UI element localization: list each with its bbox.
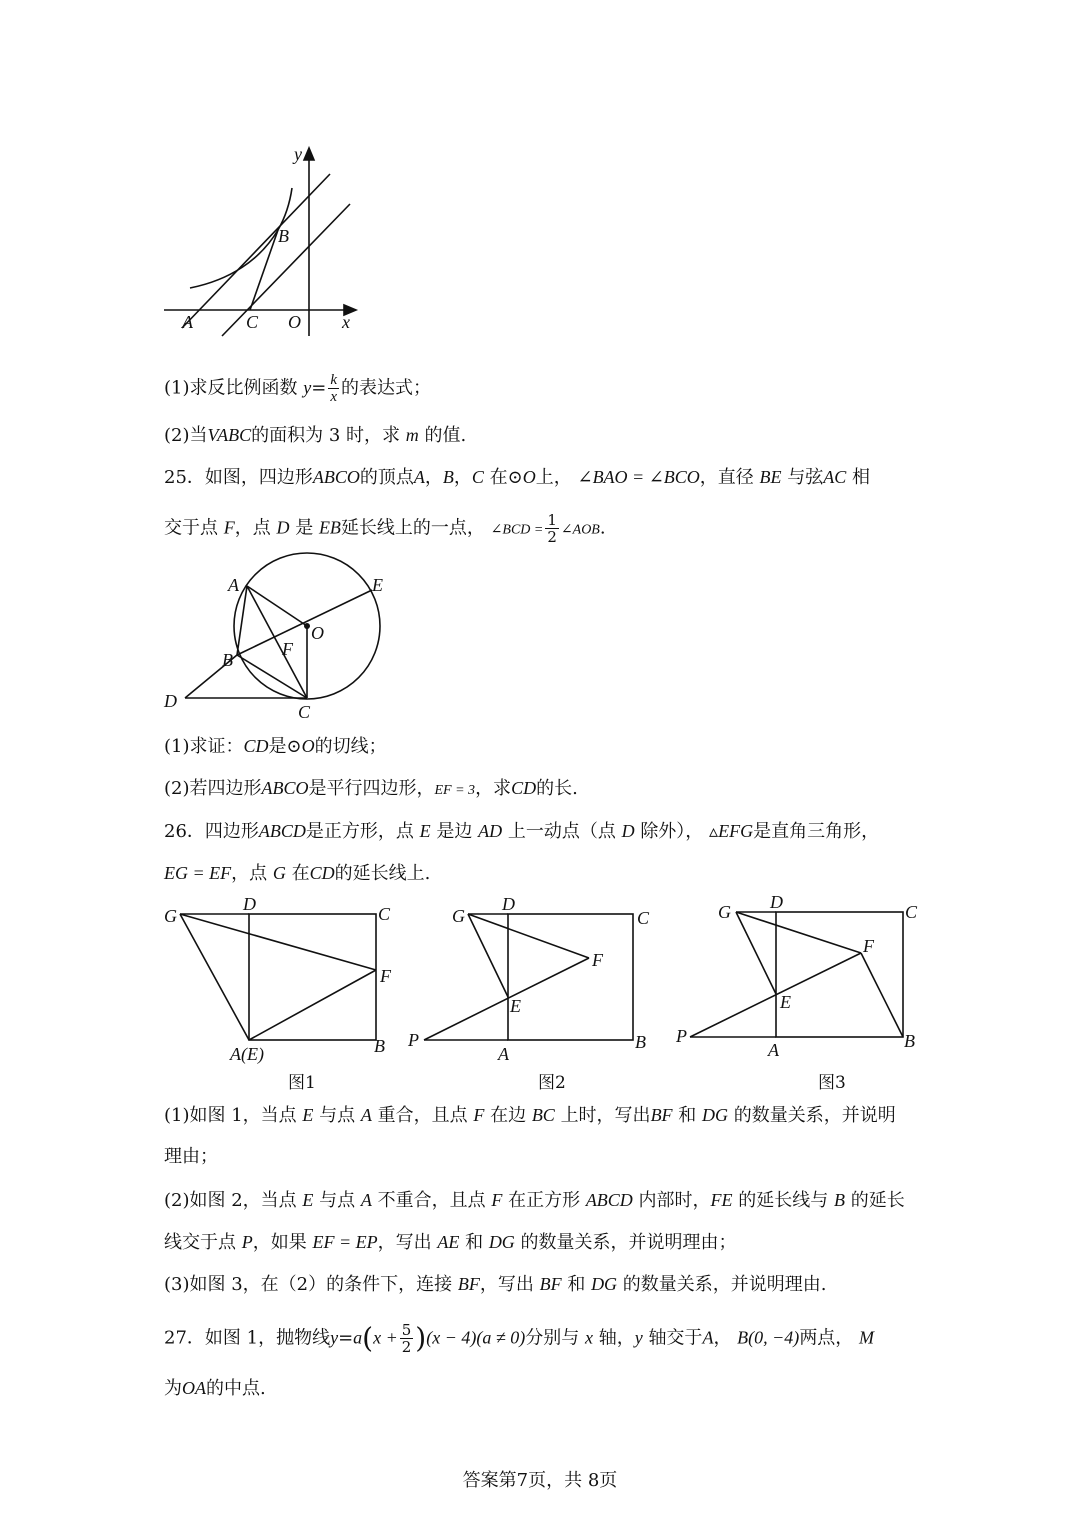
- q24-part2: (2)当VABC的面积为 3 时，求 m 的值.: [164, 425, 467, 446]
- caption-figure-3: 图3: [818, 1073, 846, 1093]
- q26-line2: EG = EF，点 G 在CD的延长线上.: [164, 863, 431, 884]
- fraction-one-half: $\frac{1}{2}$: [547, 511, 557, 546]
- label-B: B: [278, 226, 289, 246]
- segment-AO: [247, 586, 307, 626]
- label-B: B: [635, 1032, 646, 1052]
- q26-part1-line1: (1)如图 1，当点 E 与点 A 重合，且点 F 在边 BC 上时，写出BF 和 DG 的数量关系，并说明: [164, 1105, 896, 1126]
- caption-figure-1: 图1: [288, 1073, 316, 1093]
- q25-line2: 交于点 F，点 D 是 EB延长线上的一点， ∠BCD = $\frac{1}{2}$ ∠AOB.: [164, 511, 606, 546]
- label-A: A: [768, 1040, 779, 1060]
- q26-part1-line2: 理由；: [164, 1146, 218, 1167]
- label-C: C: [246, 312, 259, 332]
- square-ABCD: [249, 914, 376, 1040]
- hyperbola-curve: [190, 188, 292, 288]
- label-D: D: [770, 892, 783, 912]
- label-AE: A(E): [230, 1044, 264, 1064]
- segment-GF: [180, 914, 376, 970]
- q26-line1: 26．四边形ABCD是正方形，点 E 是边 AD 上一动点（点 D 除外）， ▵EFG是直角三角形，: [164, 821, 880, 842]
- page-footer: 答案第7页，共 8页: [462, 1470, 618, 1491]
- label-P: P: [676, 1026, 687, 1046]
- label-F: F: [282, 639, 293, 659]
- q26-part2-line2: 线交于点 P，如果 EF = EP，写出 AE 和 DG 的数量关系，并说明理由；: [164, 1232, 737, 1253]
- q25-part2: (2)若四边形ABCO是平行四边形，EF = 3，求CD的长.: [164, 778, 578, 799]
- label-G: G: [452, 906, 465, 926]
- label-D: D: [164, 691, 177, 711]
- label-B: B: [222, 650, 233, 670]
- label-G: G: [164, 906, 177, 926]
- label-B: B: [374, 1036, 385, 1056]
- q27-line2: 为OA的中点.: [164, 1378, 266, 1399]
- label-A: A: [228, 575, 239, 595]
- label-F: F: [863, 936, 874, 956]
- label-F: F: [380, 966, 391, 986]
- q26-part3: (3)如图 3，在（2）的条件下，连接 BF，写出 BF 和 DG 的数量关系，并说明理由.: [164, 1274, 827, 1295]
- segment-AC: [247, 586, 307, 698]
- square-figure-2: [404, 892, 664, 1072]
- segment-BC: [237, 655, 307, 698]
- segment-AB: [237, 586, 247, 655]
- label-C: C: [298, 702, 311, 722]
- label-B: B: [904, 1031, 915, 1051]
- label-F: F: [592, 950, 603, 970]
- label-A: A: [498, 1044, 509, 1064]
- label-C: C: [637, 908, 650, 928]
- q27-line1: 27．如图 1，抛物线y=a(x + $\frac{5}{2}$ )(x − 4)(a ≠ 0)分别与 x 轴，y 轴交于A， B(0, −4)两点， M: [164, 1321, 875, 1356]
- label-P: P: [408, 1030, 419, 1050]
- label-O: O: [288, 312, 301, 332]
- label-A: A: [182, 312, 193, 332]
- line-through-C: [222, 204, 350, 336]
- label-C: C: [378, 904, 391, 924]
- label-y: y: [294, 144, 302, 164]
- fraction-five-halves: $\frac{5}{2}$: [401, 1321, 412, 1356]
- label-D: D: [243, 894, 256, 914]
- label-G: G: [718, 902, 731, 922]
- segment-GF: [736, 912, 861, 953]
- square-figure-3: [672, 888, 932, 1068]
- circle-figure: [160, 555, 420, 725]
- label-E: E: [510, 996, 521, 1016]
- label-E: E: [372, 575, 383, 595]
- segment-GA: [180, 914, 249, 1040]
- function-graph-figure: [160, 140, 360, 340]
- q26-part2-line1: (2)如图 2，当点 E 与点 A 不重合，且点 F 在正方形 ABCD 内部时，FE 的延长线与 B 的延长: [164, 1190, 905, 1211]
- diameter-BE: [237, 590, 372, 655]
- segment-AF: [249, 970, 376, 1040]
- label-C: C: [905, 902, 918, 922]
- label-x: x: [342, 312, 350, 332]
- q25-part1: (1)求证：CD是⊙O的切线；: [164, 736, 387, 757]
- fraction-k-over-x: $\frac{k}{x}$: [330, 372, 337, 405]
- square-figure-1: [160, 892, 410, 1072]
- segment-GE: [736, 912, 776, 994]
- label-D: D: [502, 894, 515, 914]
- label-O: O: [311, 623, 324, 643]
- caption-figure-2: 图2: [538, 1073, 566, 1093]
- segment-PF: [424, 958, 589, 1040]
- square-ABCD: [508, 914, 633, 1040]
- segment-BF: [861, 953, 903, 1037]
- q25-line1: 25．如图，四边形ABCO的顶点A，B，C 在⊙O上， ∠BAO = ∠BCO，直径 BE 与弦AC 相: [164, 467, 871, 488]
- label-E: E: [780, 992, 791, 1012]
- line-through-A: [182, 174, 330, 328]
- center-dot-O: [304, 623, 310, 629]
- y-axis-arrow: [304, 148, 314, 160]
- q24-part1: (1)求反比例函数 y= $\frac{k}{x}$ 的表达式；: [164, 372, 431, 405]
